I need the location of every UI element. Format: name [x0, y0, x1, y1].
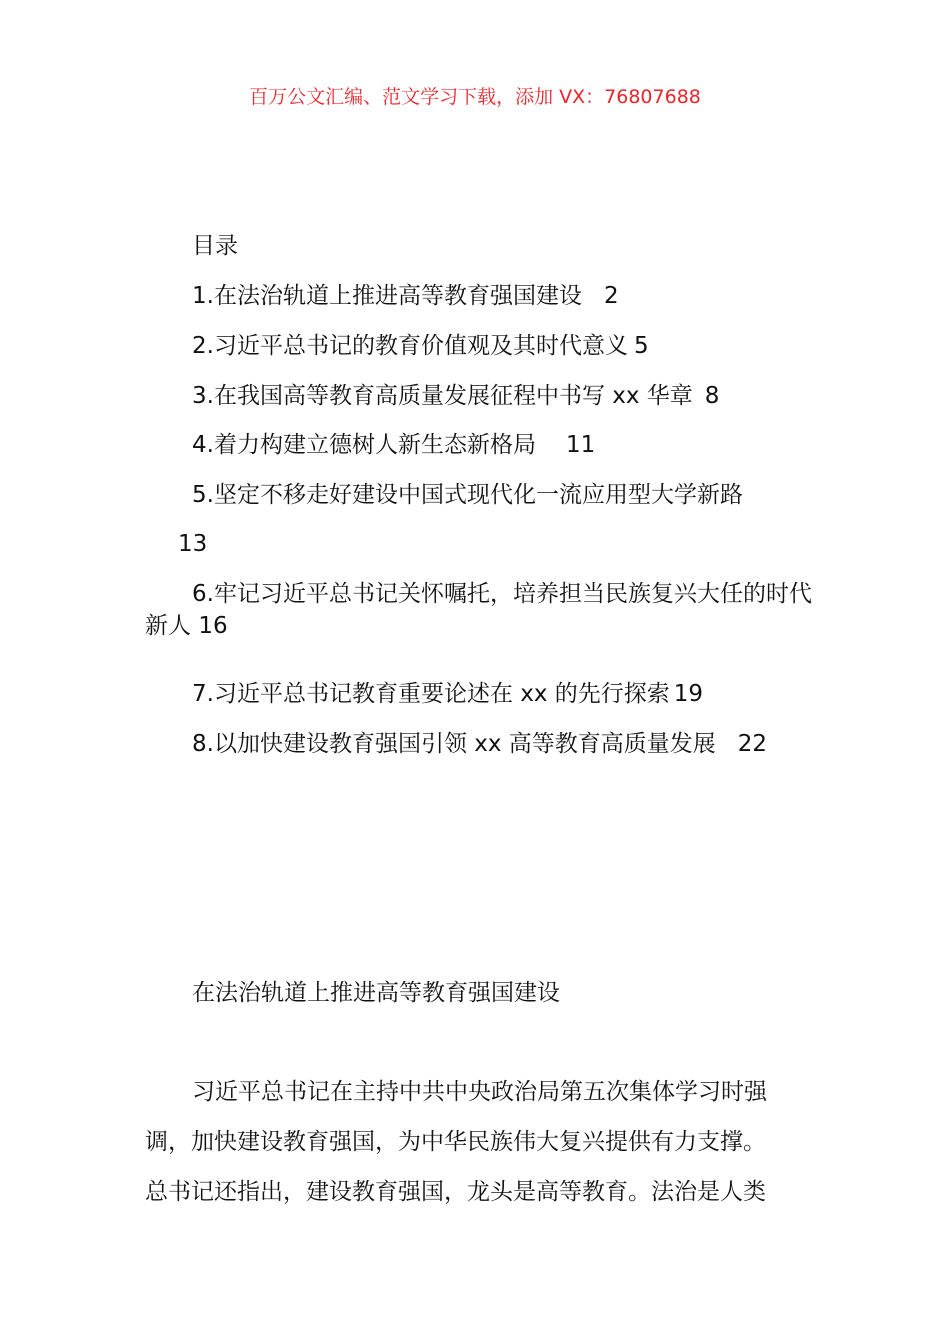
toc-item-2[interactable] [145, 330, 815, 362]
toc-item-8[interactable] [145, 728, 815, 760]
toc-item-4[interactable] [145, 429, 815, 461]
toc-item-page: 2 [603, 283, 619, 309]
article-para-line-3: 总书记还指出，建设教育强国，龙头是高等教育。法治是人类 [145, 1179, 766, 1205]
toc-item-text: 3.在我国高等教育高质量发展征程中书写 xx 华章 [192, 383, 693, 409]
toc-item-1[interactable] [145, 280, 815, 312]
toc-item-page: 19 [673, 681, 704, 707]
article-para-line-2: 调，加快建设教育强国，为中华民族伟大复兴提供有力支撑。 [145, 1129, 766, 1155]
toc-item-6[interactable] [145, 578, 815, 642]
article-para-line-1: 习近平总书记在主持中共中央政治局第五次集体学习时强 [192, 1079, 767, 1105]
toc-item-page: 16 [198, 613, 228, 639]
toc-item-text: 8.以加快建设教育强国引领 xx 高等教育高质量发展 [192, 731, 716, 757]
toc-item-7[interactable] [145, 678, 815, 710]
toc-item-5-page: 13 [178, 531, 208, 557]
toc-item-text: 2.习近平总书记的教育价值观及其时代意义 [192, 333, 628, 359]
toc-item-text: 7.习近平总书记教育重要论述在 xx 的先行探索 [192, 681, 670, 707]
toc-item-text: 1.在法治轨道上推进高等教育强国建设 [192, 283, 582, 309]
toc-item-3[interactable] [145, 380, 815, 412]
toc-item-5[interactable]: 5.坚定不移走好建设中国式现代化一流应用型大学新路 [192, 482, 743, 508]
download-note: 百万公文汇编、范文学习下载，添加 VX：76807688 [249, 86, 701, 108]
toc-item-page: 8 [704, 383, 720, 409]
toc-item-page: 5 [633, 333, 649, 359]
toc-item-page: 11 [565, 432, 596, 458]
toc-item-page: 22 [737, 731, 768, 757]
toc-title: 目录 [192, 233, 238, 259]
toc-item-text: 6.牢记习近平总书记关怀嘱托，培养担当民族复兴大任的时代新人 [145, 581, 812, 639]
article-title: 在法治轨道上推进高等教育强国建设 [192, 980, 560, 1006]
toc-item-text: 4.着力构建立德树人新生态新格局 [192, 432, 536, 458]
